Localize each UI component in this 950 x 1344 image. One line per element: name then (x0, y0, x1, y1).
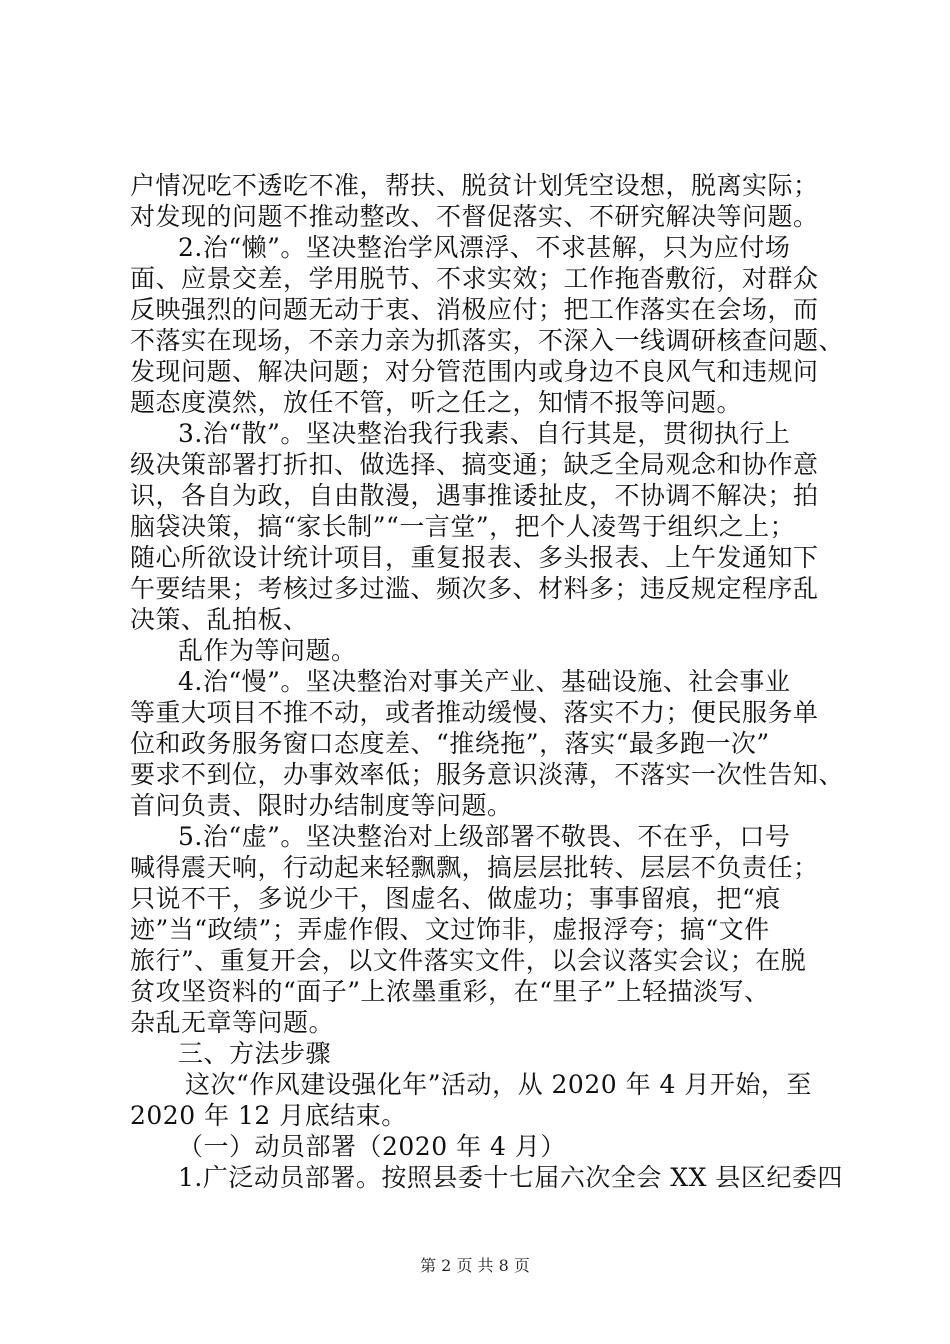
subsection-heading: （一）动员部署（2020 年 4 月） (178, 1132, 566, 1161)
text-line: 2.治“懒”。坚决整治学风漂浮、不求甚解，只为应付场 (178, 233, 791, 262)
text-line: 贫攻坚资料的“面子”上浓墨重彩，在“里子”上轻描淡写、 (130, 977, 770, 1006)
section-heading: 三、方法步骤 (178, 1039, 332, 1068)
text-line: 5.治“虚”。坚决整治对上级部署不敬畏、不在乎，口号 (178, 822, 791, 851)
text-line: 喊得震天响，行动起来轻飘飘，搞层层批转、层层不负责任； (130, 853, 819, 882)
text-line: 2020 年 12 月底结束。 (130, 1101, 407, 1130)
text-line: 3.治“散”。坚决整治我行我素、自行其是，贯彻执行上 (178, 419, 791, 448)
text-line: 对发现的问题不推动整改、不督促落实、不研究解决等问题。 (130, 202, 819, 231)
text-line: 这次“作风建设强化年”活动，从 2020 年 4 月开始，至 (185, 1070, 812, 1099)
text-line: 4.治“慢”。坚决整治对事关产业、基础设施、社会事业 (178, 667, 791, 696)
text-line: 脑袋决策，搞“家长制”“一言堂”，把个人凌驾于组织之上； (130, 512, 796, 541)
text-line: 只说不干，多说少干，图虚名、做虚功；事事留痕，把“痕 (130, 884, 781, 913)
text-line: 等重大项目不推不动，或者推动缓慢、落实不力；便民服务单 (130, 698, 819, 727)
text-line: 发现问题、解决问题；对分管范围内或身边不良风气和违规问 (130, 357, 819, 386)
text-line: 不落实在现场，不亲力亲为抓落实，不深入一线调研核查问题、 (130, 326, 845, 355)
text-line: 位和政务服务窗口态度差、“推绕拖”，落实“最多跑一次” (130, 729, 770, 758)
text-line: 级决策部署打折扣、做选择、搞变通；缺乏全局观念和协作意 (130, 450, 819, 479)
page-number-footer: 第 2 页 共 8 页 (420, 1256, 530, 1275)
text-line: 识，各自为政，自由散漫，遇事推诿扯皮，不协调不解决；拍 (130, 481, 819, 510)
text-line: 决策、乱拍板、 (130, 605, 309, 634)
text-line: 面、应景交差，学用脱节、不求实效；工作拖沓敷衍，对群众 (130, 264, 819, 293)
text-line: 旅行”、重复开会，以文件落实文件，以会议落实会议；在脱 (130, 946, 807, 975)
text-line: 迹”当“政绩”；弄虚作假、文过饰非，虚报浮夸；搞“文件 (130, 915, 770, 944)
text-line: 题态度漠然，放任不管，听之任之，知情不报等问题。 (130, 388, 743, 417)
text-line: 随心所欲设计统计项目，重复报表、多头报表、上午发通知下 (130, 543, 819, 572)
text-line: 乱作为等问题。 (178, 636, 357, 665)
text-line: 户情况吃不透吃不准，帮扶、脱贫计划凭空设想，脱离实际； (130, 171, 819, 200)
text-line: 要求不到位，办事效率低；服务意识淡薄，不落实一次性告知、 (130, 760, 845, 789)
text-line: 午要结果；考核过多过滥、频次多、材料多；违反规定程序乱 (130, 574, 819, 603)
text-line: 杂乱无章等问题。 (130, 1008, 335, 1037)
text-line: 反映强烈的问题无动于衷、消极应付；把工作落实在会场，而 (130, 295, 819, 324)
text-line: 首问负责、限时办结制度等问题。 (130, 791, 513, 820)
text-line: 1.广泛动员部署。按照县委十七届六次全会 XX 县区纪委四 (178, 1163, 843, 1192)
